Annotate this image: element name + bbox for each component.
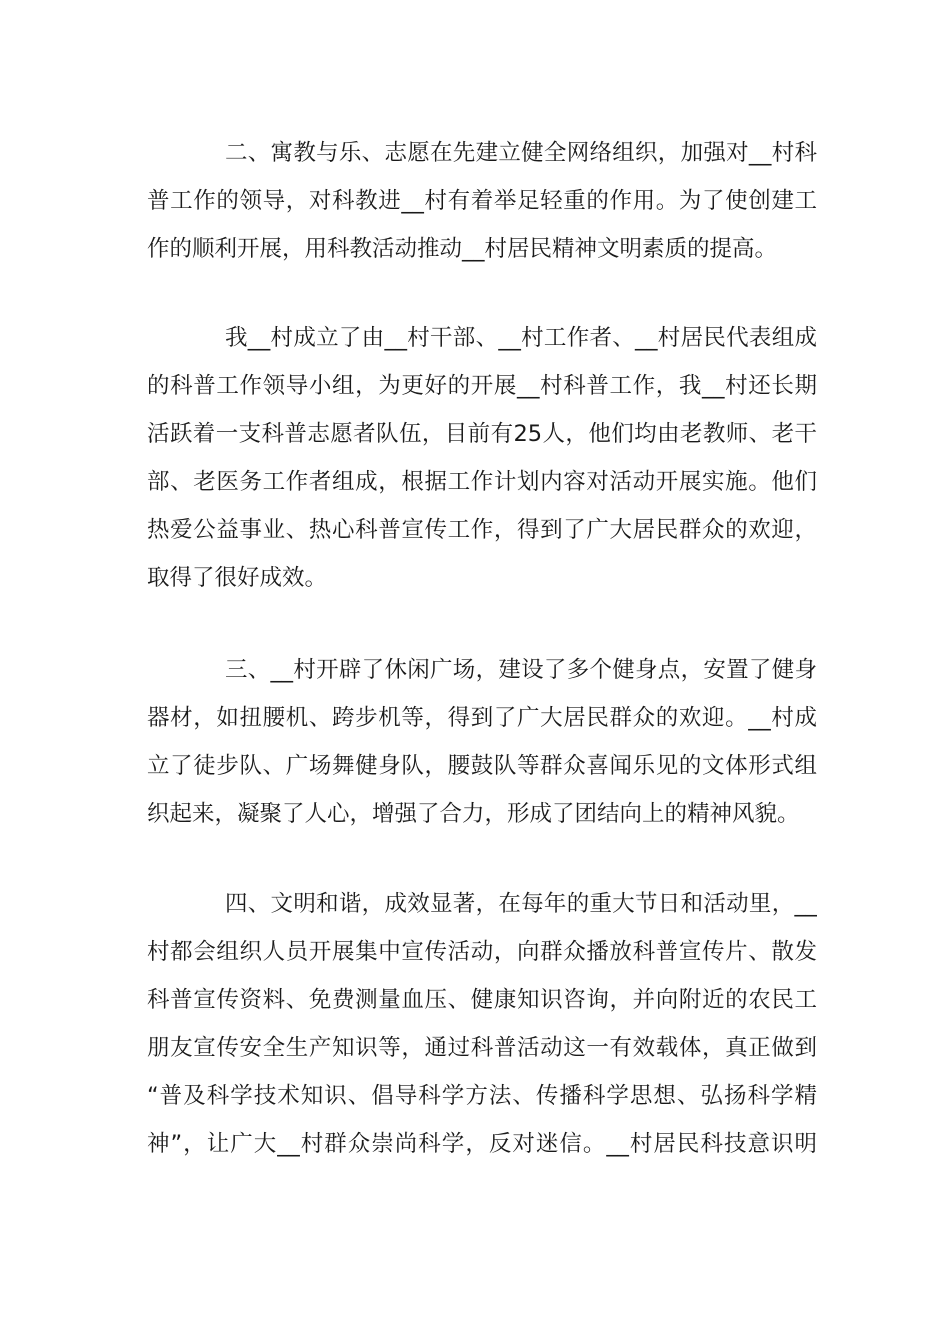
text-line: 二、寓教与乐、志愿在先建立健全网络组织，加强对__村科 [225, 140, 817, 166]
text-line: 立了徒步队、广场舞健身队，腰鼓队等群众喜闻乐见的文体形式组 [147, 753, 817, 779]
text-line: 取得了很好成效。 [147, 565, 328, 591]
text-line: 的科普工作领导小组，为更好的开展__村科普工作，我__村还长期 [147, 373, 817, 399]
text-line: 朋友宣传安全生产知识等，通过科普活动这一有效载体，真正做到 [147, 1035, 817, 1061]
text-line: 热爱公益事业、热心科普宣传工作，得到了广大居民群众的欢迎， [147, 517, 817, 543]
text-line: 部、老医务工作者组成，根据工作计划内容对活动开展实施。他们 [147, 469, 817, 495]
text-line: 器材，如扭腰机、跨步机等，得到了广大居民群众的欢迎。__村成 [147, 705, 817, 731]
text-line: “普及科学技术知识、倡导科学方法、传播科学思想、弘扬科学精 [147, 1083, 817, 1109]
text-line: 作的顺利开展，用科教活动推动__村居民精神文明素质的提高。 [147, 236, 778, 262]
text-line: 神”，让广大__村群众崇尚科学，反对迷信。__村居民科技意识明 [147, 1131, 817, 1157]
text-line: 四、文明和谐，成效显著，在每年的重大节日和活动里，__ [225, 891, 817, 917]
text-line: 村都会组织人员开展集中宣传活动，向群众播放科普宣传片、散发 [147, 939, 817, 965]
text-line: 织起来，凝聚了人心，增强了合力，形成了团结向上的精神风貌。 [147, 801, 800, 827]
text-line: 普工作的领导，对科教进__村有着举足轻重的作用。为了使创建工 [147, 188, 817, 214]
text-line: 我__村成立了由__村干部、__村工作者、__村居民代表组成 [225, 325, 817, 351]
text-line: 三、__村开辟了休闲广场，建设了多个健身点，安置了健身 [225, 657, 817, 683]
text-line: 活跃着一支科普志愿者队伍，目前有25人，他们均由老教师、老干 [147, 421, 817, 447]
text-line: 科普宣传资料、免费测量血压、健康知识咨询，并向附近的农民工 [147, 987, 817, 1013]
